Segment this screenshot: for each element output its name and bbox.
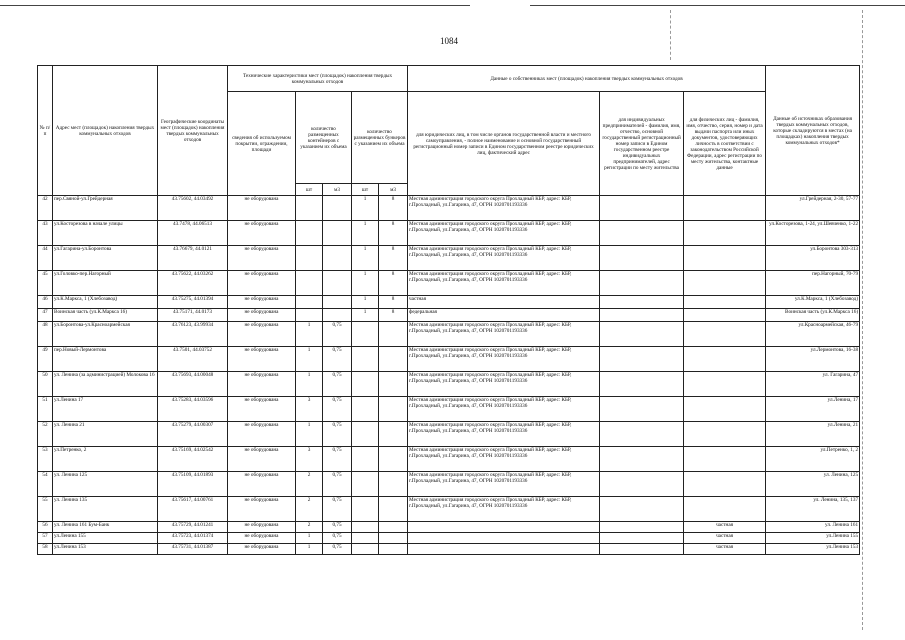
row-coords: 43.7478, 44.06513 [158,221,228,246]
row-bunker-volume [379,472,408,497]
row-phys-owner [684,472,766,497]
row-source: ул.Косторезова, 1-24, ул.Шевченко, 1-22 [766,221,860,246]
row-legal-owner [408,522,600,533]
row-coords: 43.75109, 44.01893 [158,472,228,497]
row-container-volume: 0,75 [323,347,352,372]
row-source: ул. Ленина 161 [766,522,860,533]
row-bunker-volume: 8 [379,196,408,221]
row-coords: 43.75169, 44.02542 [158,447,228,472]
row-phys-owner [684,397,766,422]
row-coords: 43.75275, 44.01394 [158,296,228,309]
row-ip-owner [600,322,684,347]
row-container-count: 1 [296,322,323,347]
row-address: ул. Ленина 125 [53,472,158,497]
row-bunker-count: 1 [352,309,379,322]
row-surface: не оборудована [228,271,296,296]
row-phys-owner [684,196,766,221]
row-phys-owner: частная [684,544,766,555]
row-address: пер.Свяной-ул.Грейдерная [53,196,158,221]
row-phys-owner [684,221,766,246]
row-source: пер.Нагорный, 70-79 [766,271,860,296]
row-surface: не оборудована [228,309,296,322]
row-source: ул. Ленина, 135, 137 [766,497,860,522]
table-row [38,447,860,472]
row-number: 51 [38,397,53,422]
header-legal: для юридических лиц, в том числе органов государственной власти и местного самоуправления, - полное наименование и основной государственный регистрационный номер записи в Едином государственном реестре юридических лиц, фактический адрес [408,92,600,196]
header-tech-group: Технические характеристики мест (площадок) накопления твердых коммунальных отходов [228,66,408,92]
row-container-count: 1 [296,347,323,372]
row-container-volume: 0,75 [323,397,352,422]
header-containers: количество размещенных контейнеров с указанием их объема [296,92,352,184]
row-container-volume [323,296,352,309]
row-source: ул.К.Маркса, 1 (Хлебозавод) [766,296,860,309]
row-container-volume: 0,75 [323,322,352,347]
row-address: ул. Ленина 21 [53,422,158,447]
row-bunker-volume [379,347,408,372]
row-legal-owner: частная [408,296,600,309]
margin-line-right [862,10,863,630]
table-row [38,544,860,555]
table-row [38,196,860,221]
row-coords: 43.75602, 44.03492 [158,196,228,221]
row-container-volume: 0,75 [323,447,352,472]
row-bunker-count [352,522,379,533]
row-phys-owner [684,497,766,522]
header-owners-group: Данные о собственниках мест (площадок) накопления твердых коммунальных отходов [408,66,766,92]
row-number: 44 [38,246,53,271]
row-coords: 43.75729, 44.01241 [158,522,228,533]
row-container-count: 2 [296,472,323,497]
row-source: ул. Гагарина, 47 [766,372,860,397]
row-bunker-volume [379,447,408,472]
row-source: ул.Грейдерная, 2-30, 57-77 [766,196,860,221]
row-coords: 43.7501, 44.03752 [158,347,228,372]
row-coords: 43.75617, 44.00761 [158,497,228,522]
header-sources: Данные об источниках образования твердых коммунальных отходов, которые складируются в местах (на площадках) накопления твердых коммунальных отходов* [766,66,860,196]
row-container-volume [323,271,352,296]
row-address: ул.Гагарина-ул.Боронтова [53,246,158,271]
row-coords: 43.75622, 44.03262 [158,271,228,296]
row-ip-owner [600,309,684,322]
table-header [38,66,860,196]
row-bunker-volume [379,422,408,447]
row-container-volume: 0,75 [323,522,352,533]
row-bunker-count [352,372,379,397]
row-address: пер.Новый-Лермонтова [53,347,158,372]
row-address: ул.Ленина 153 [53,544,158,555]
row-number: 48 [38,322,53,347]
row-coords: 43.76123, 43.99934 [158,322,228,347]
row-ip-owner [600,447,684,472]
row-phys-owner: частная [684,533,766,544]
row-address: ул. Ленина 161 Бум-Банк [53,522,158,533]
table-row [38,309,860,322]
row-legal-owner: федеральная [408,309,600,322]
row-source: ул.Лермонтова, 16-38 [766,347,860,372]
row-container-volume [323,309,352,322]
row-bunker-volume: 8 [379,271,408,296]
row-number: 47 [38,309,53,322]
table-row [38,472,860,497]
row-address: ул.Боронтова-ул.Красноармейская [53,322,158,347]
row-legal-owner: Местная администрация городского округа Прохладный КБР, адрес: КБР, г.Прохладный, ул.Гагарина, 47, ОГРН 1020701193336 [408,447,600,472]
row-address: ул.Головко-пер.Нагорный [53,271,158,296]
header-surface: сведения об используемом покрытии, ограждении, площади [228,92,296,196]
table-row [38,296,860,309]
row-legal-owner: Местная администрация городского округа Прохладный КБР, адрес: КБР, г.Прохладный, ул.Гагарина, 47, ОГРН 1020701193336 [408,372,600,397]
table-rows [38,196,860,555]
row-surface: не оборудована [228,372,296,397]
row-phys-owner [684,422,766,447]
row-ip-owner [600,246,684,271]
row-address: ул.Ленина 155 [53,533,158,544]
row-container-volume: 0,75 [323,533,352,544]
row-legal-owner: Местная администрация городского округа Прохладный КБР, адрес: КБР, г.Прохладный, ул.Гагарина, 47, ОГРН 1020701193336 [408,497,600,522]
header-coords: Географические координаты мест (площадок) накопления твердых коммунальных отходов [158,66,228,196]
row-surface: не оборудована [228,472,296,497]
table-row [38,372,860,397]
row-source: ул.Петренко, 1, 2 [766,447,860,472]
row-legal-owner: Местная администрация городского округа Прохладный КБР, адрес: КБР, г.Прохладный, ул.Гагарина, 47, ОГРН 1020701193336 [408,246,600,271]
row-address: ул.Ленина 17 [53,397,158,422]
row-address: ул.К.Маркса, 1 (Хлебозавод) [53,296,158,309]
row-address: ул. Ленина (за администрацией) Молокова 16 [53,372,158,397]
row-ip-owner [600,347,684,372]
row-legal-owner: Местная администрация городского округа Прохладный КБР, адрес: КБР, г.Прохладный, ул.Гагарина, 47, ОГРН 1020701193336 [408,422,600,447]
row-surface: не оборудована [228,522,296,533]
row-phys-owner [684,246,766,271]
row-source: ул.Ленина, 17 [766,397,860,422]
row-surface: не оборудована [228,533,296,544]
row-phys-owner [684,447,766,472]
row-bunker-volume [379,372,408,397]
row-surface: не оборудована [228,221,296,246]
row-bunker-count [352,347,379,372]
table-row [38,246,860,271]
row-bunker-count [352,533,379,544]
row-source: ул.Ленина 155 [766,533,860,544]
row-address: ул. Ленина 135 [53,497,158,522]
row-container-volume: 0,75 [323,497,352,522]
row-number: 54 [38,472,53,497]
row-phys-owner [684,372,766,397]
row-number: 57 [38,533,53,544]
header-num: № п/п [38,66,53,196]
row-source: ул.Боронтова 303-313 [766,246,860,271]
row-surface: не оборудована [228,397,296,422]
row-container-count [296,221,323,246]
row-container-count [296,196,323,221]
row-bunker-count [352,322,379,347]
row-bunker-count: 1 [352,296,379,309]
row-number: 50 [38,372,53,397]
table-row [38,397,860,422]
table-row [38,271,860,296]
row-container-count [296,246,323,271]
registry-table [37,65,860,555]
row-bunker-count: 1 [352,271,379,296]
row-surface: не оборудована [228,296,296,309]
row-phys-owner [684,322,766,347]
row-bunker-volume [379,497,408,522]
row-ip-owner [600,422,684,447]
row-container-count: 3 [296,397,323,422]
row-bunker-count [352,497,379,522]
row-number: 55 [38,497,53,522]
row-bunker-count [352,422,379,447]
top-rule-left [0,5,470,6]
row-ip-owner [600,196,684,221]
row-ip-owner [600,221,684,246]
header-bunkers: количество размещенных бункеров с указанием их объема [352,92,408,184]
row-ip-owner [600,533,684,544]
row-surface: не оборудована [228,447,296,472]
row-surface: не оборудована [228,422,296,447]
row-address: ул.Косторезова в начале улицы [53,221,158,246]
row-container-volume: 0,75 [323,372,352,397]
row-coords: 43.75171, 44.0173 [158,309,228,322]
row-phys-owner: частная [684,522,766,533]
row-number: 49 [38,347,53,372]
row-number: 52 [38,422,53,447]
row-number: 58 [38,544,53,555]
row-bunker-volume [379,522,408,533]
row-bunker-count [352,472,379,497]
row-bunker-count [352,447,379,472]
row-address: Воинская часть (ул.К.Маркса 16) [53,309,158,322]
margin-line [670,10,671,60]
row-ip-owner [600,271,684,296]
row-container-volume: 0,75 [323,472,352,497]
page-number: 1084 [440,36,458,46]
row-number: 45 [38,271,53,296]
row-ip-owner [600,522,684,533]
top-rule-right [530,5,905,6]
row-source: ул.Ленина 153 [766,544,860,555]
row-bunker-volume: 8 [379,296,408,309]
row-surface: не оборудована [228,196,296,221]
row-source: ул.Красноармейская, 46-79 [766,322,860,347]
row-surface: не оборудована [228,497,296,522]
row-legal-owner: Местная администрация городского округа Прохладный КБР, адрес: КБР, г.Прохладный, ул.Гагарина, 47, ОГРН 1020701193336 [408,221,600,246]
row-coords: 43.76679, 44.0121 [158,246,228,271]
row-surface: не оборудована [228,347,296,372]
row-phys-owner [684,347,766,372]
row-coords: 43.75283, 44.03596 [158,397,228,422]
row-bunker-volume [379,544,408,555]
row-bunker-volume [379,533,408,544]
unit-m3: м3 [323,184,352,196]
row-bunker-volume [379,322,408,347]
row-ip-owner [600,544,684,555]
row-phys-owner [684,309,766,322]
row-container-volume: 0,75 [323,544,352,555]
row-bunker-volume: 8 [379,309,408,322]
row-bunker-count: 1 [352,196,379,221]
row-legal-owner: Местная администрация городского округа Прохладный КБР, адрес: КБР, г.Прохладный, ул.Гагарина, 47, ОГРН 1020701193336 [408,322,600,347]
row-coords: 43.75279, 44.00307 [158,422,228,447]
row-legal-owner: Местная администрация городского округа Прохладный КБР, адрес: КБР, г.Прохладный, ул.Гагарина, 47, ОГРН 1020701193336 [408,472,600,497]
row-bunker-count: 1 [352,221,379,246]
row-container-count: 2 [296,522,323,533]
row-legal-owner [408,533,600,544]
row-bunker-count: 1 [352,246,379,271]
header-address: Адрес мест (площадок) накопления твердых коммунальных отходов [53,66,158,196]
row-source: Воинская часть (ул.К.Маркса 16) [766,309,860,322]
row-phys-owner [684,271,766,296]
row-bunker-volume: 8 [379,221,408,246]
row-number: 53 [38,447,53,472]
row-number: 43 [38,221,53,246]
row-legal-owner: Местная администрация городского округа Прохладный КБР, адрес: КБР, г.Прохладный, ул.Гагарина, 47, ОГРН 1020701193336 [408,397,600,422]
row-ip-owner [600,397,684,422]
row-bunker-count [352,397,379,422]
row-container-count: 1 [296,544,323,555]
row-bunker-count [352,544,379,555]
row-legal-owner: Местная администрация городского округа Прохладный КБР, адрес: КБР, г.Прохладный, ул.Гагарина, 47, ОГРН 1020701193336 [408,271,600,296]
row-legal-owner: Местная администрация городского округа Прохладный КБР, адрес: КБР, г.Прохладный, ул.Гагарина, 47, ОГРН 1020701193336 [408,347,600,372]
row-container-count [296,296,323,309]
row-coords: 43.75693, 44.00048 [158,372,228,397]
table-row [38,533,860,544]
row-number: 46 [38,296,53,309]
row-container-count: 1 [296,372,323,397]
row-surface: не оборудована [228,246,296,271]
row-number: 56 [38,522,53,533]
row-container-volume [323,196,352,221]
row-surface: не оборудована [228,322,296,347]
row-container-count: 1 [296,533,323,544]
table-row [38,221,860,246]
row-bunker-volume: 8 [379,246,408,271]
row-phys-owner [684,296,766,309]
row-container-count [296,309,323,322]
row-container-count: 3 [296,447,323,472]
row-number: 42 [38,196,53,221]
row-container-count: 1 [296,422,323,447]
header-ip: для индивидуальных предпринимателей - фамилия, имя, отчество, основной государственный регистрационный номер записи в Едином государственном реестре индивидуальных предпринимателей, адрес регистрации по месту жительства [600,92,684,196]
row-source: ул. Ленина, 125 [766,472,860,497]
row-bunker-volume [379,397,408,422]
row-coords: 43.75731, 44.01387 [158,544,228,555]
row-container-count [296,271,323,296]
header-phys: для физических лиц - фамилия, имя, отчество, серия, номер и дата выдачи паспорта или иных документов, удостоверяющих личность в соответствии с законодательством Российской Федерации, адрес регистрации по месту жительства, контактные данные [684,92,766,196]
table-row [38,322,860,347]
row-ip-owner [600,497,684,522]
table-row [38,522,860,533]
row-ip-owner [600,296,684,309]
row-coords: 43.75723, 44.01374 [158,533,228,544]
table-row [38,347,860,372]
row-source: ул.Ленина, 21 [766,422,860,447]
row-ip-owner [600,472,684,497]
unit-sht: шт [296,184,323,196]
row-container-volume [323,246,352,271]
table-row [38,422,860,447]
row-address: ул.Петренко, 2 [53,447,158,472]
row-ip-owner [600,372,684,397]
row-legal-owner [408,544,600,555]
row-container-volume [323,221,352,246]
table-row [38,497,860,522]
row-legal-owner: Местная администрация городского округа Прохладный КБР, адрес: КБР, г.Прохладный, ул.Гагарина, 47, ОГРН 1020701193336 [408,196,600,221]
unit-m3: м3 [379,184,408,196]
row-container-count: 2 [296,497,323,522]
row-container-volume: 0,75 [323,422,352,447]
row-surface: не оборудована [228,544,296,555]
unit-sht: шт [352,184,379,196]
